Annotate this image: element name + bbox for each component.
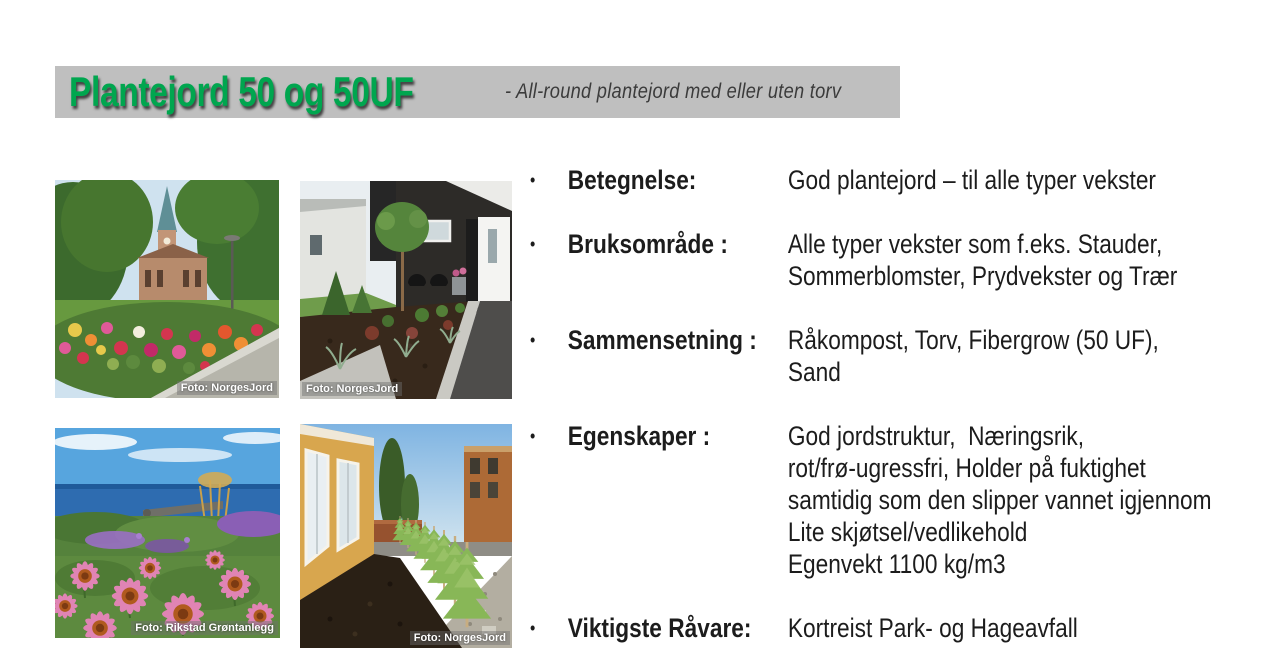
bullet-line: Alle typer vekster som f.eks. Stauder, bbox=[787, 229, 1163, 259]
slide-subtitle: - All-round plantejord med eller uten torv bbox=[505, 80, 842, 103]
photo-seaside-flowers bbox=[55, 428, 280, 638]
bullet-value bbox=[788, 612, 1280, 644]
bullet-line: Kortreist Park- og Hageavfall bbox=[787, 613, 1078, 643]
bullet-line: samtidig som den slipper vannet igjennom bbox=[787, 485, 1212, 515]
slide-title: Plantejord 50 og 50UF bbox=[69, 68, 414, 115]
bullet-line: Egenvekt 1100 kg/m3 bbox=[787, 549, 1006, 579]
photo-conifer-row bbox=[300, 424, 512, 648]
photo-credit: Foto: Rikstad Grøntanlegg bbox=[131, 621, 278, 635]
photo-credit: Foto: NorgesJord bbox=[302, 382, 402, 396]
bullet-line: rot/frø-ugressfri, Holder på fuktighet bbox=[787, 453, 1146, 483]
bullet-label: Viktigste Råvare: bbox=[567, 613, 752, 643]
photo-credit: Foto: NorgesJord bbox=[410, 631, 510, 645]
house-garden-photo bbox=[300, 181, 512, 399]
tree-row-photo bbox=[300, 424, 512, 648]
bullet-line: Råkompost, Torv, Fibergrow (50 UF), bbox=[787, 325, 1159, 355]
photo-credit: Foto: NorgesJord bbox=[177, 381, 277, 395]
bullet-viktigste-ravare bbox=[530, 612, 1280, 644]
bullet-marker: • bbox=[530, 330, 536, 350]
bullet-betegnelse bbox=[530, 164, 1280, 196]
title-banner bbox=[55, 66, 900, 118]
photo-house-front bbox=[300, 181, 512, 399]
bullet-marker: • bbox=[530, 234, 536, 254]
bullet-line: Lite skjøtsel/vedlikehold bbox=[787, 517, 1028, 547]
bullet-value bbox=[788, 164, 1280, 196]
bullet-label: Betegnelse: bbox=[567, 165, 697, 195]
bullet-list bbox=[530, 164, 1280, 663]
coastal-flowers-photo bbox=[55, 428, 280, 638]
bullet-value bbox=[788, 420, 1280, 580]
bullet-value bbox=[788, 228, 1280, 292]
bullet-sammensetning bbox=[530, 324, 1280, 388]
bullet-line: God jordstruktur, Næringsrik, bbox=[787, 421, 1085, 451]
church-garden-photo bbox=[55, 180, 279, 398]
bullet-marker: • bbox=[530, 426, 536, 446]
bullet-label: Egenskaper : bbox=[567, 421, 711, 451]
bullet-line: Sommerblomster, Prydvekster og Trær bbox=[787, 261, 1178, 291]
bullet-bruksomrade bbox=[530, 228, 1280, 292]
bullet-line: God plantejord – til alle typer vekster bbox=[787, 165, 1156, 195]
bullet-egenskaper bbox=[530, 420, 1280, 580]
bullet-label: Sammensetning : bbox=[567, 325, 757, 355]
bullet-label: Bruksområde : bbox=[567, 229, 728, 259]
bullet-line: Sand bbox=[787, 357, 841, 387]
bullet-marker: • bbox=[530, 170, 536, 190]
photo-church-park bbox=[55, 180, 279, 398]
bullet-marker: • bbox=[530, 618, 536, 638]
bullet-value bbox=[788, 324, 1280, 388]
